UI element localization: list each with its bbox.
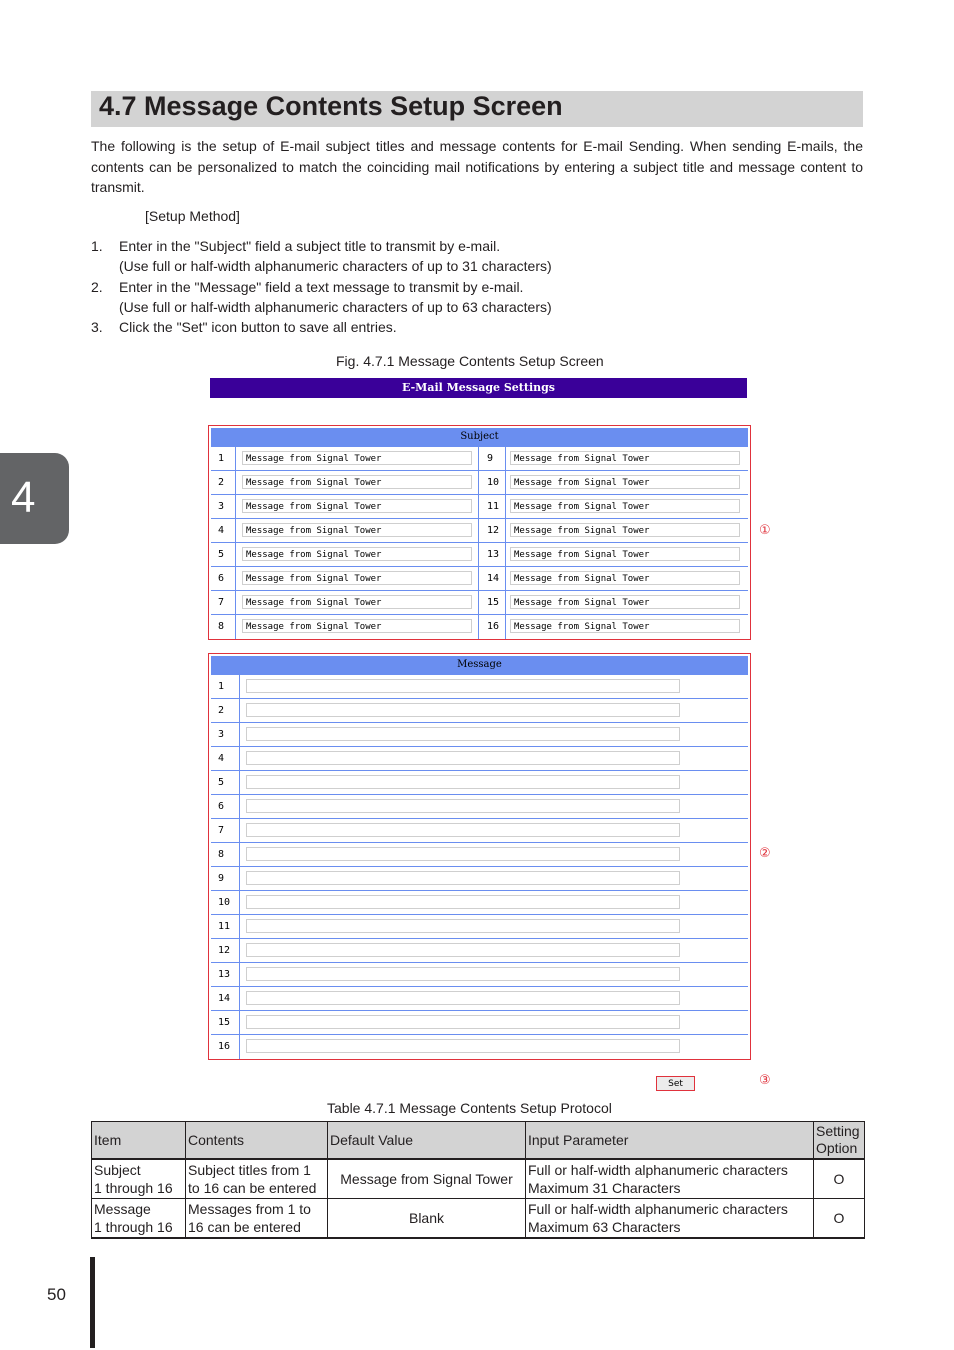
column-divider [505,471,506,495]
message-input-15[interactable] [246,1015,680,1029]
message-table [208,653,751,1060]
subject-row [211,470,748,495]
subject-input-16[interactable]: Message from Signal Tower [510,619,740,633]
row-item: Subject 1 through 16 [92,1159,186,1199]
message-input-4[interactable] [246,751,680,765]
subject-input-2[interactable]: Message from Signal Tower [242,475,472,489]
column-divider [235,567,236,591]
subject-number: 8 [218,621,225,632]
step-number: 1. [91,238,103,254]
step-number: 3. [91,319,103,335]
message-input-3[interactable] [246,727,680,741]
message-number: 3 [218,729,225,740]
column-divider [239,675,240,699]
message-input-8[interactable] [246,847,680,861]
subject-row [211,614,748,639]
subject-header: Subject [211,428,748,446]
row-input-parameter: Full or half-width alphanumeric characters Maximum 63 Characters [526,1199,814,1239]
step-text: Enter in the "Message" field a text message to transmit by e-mail. [119,279,524,295]
message-input-16[interactable] [246,1039,680,1053]
message-row [211,722,748,747]
message-input-10[interactable] [246,895,680,909]
message-row [211,746,748,771]
callout-marker-3: ③ [759,1073,771,1088]
column-divider [505,543,506,567]
message-number: 14 [218,993,231,1004]
message-input-14[interactable] [246,991,680,1005]
column-divider [235,495,236,519]
message-number: 8 [218,849,225,860]
column-divider [239,771,240,795]
message-header: Message [211,656,748,674]
subject-row [211,542,748,567]
column-divider [235,519,236,543]
subject-input-14[interactable]: Message from Signal Tower [510,571,740,585]
callout-marker-2: ② [759,846,771,861]
message-number: 10 [218,897,231,908]
subject-input-13[interactable]: Message from Signal Tower [510,547,740,561]
step-text: Click the "Set" icon button to save all entries. [119,319,397,335]
figure-caption: Fig. 4.7.1 Message Contents Setup Screen [336,353,604,369]
row-item: Message 1 through 16 [92,1199,186,1239]
row-default-value: Blank [328,1199,526,1239]
message-input-12[interactable] [246,943,680,957]
column-divider [235,615,236,639]
table-row [92,1159,865,1199]
protocol-table [91,1121,865,1239]
subject-number: 15 [487,597,500,608]
subject-row [211,590,748,615]
subject-number: 7 [218,597,225,608]
subject-number: 9 [487,453,494,464]
subject-number: 10 [487,477,500,488]
subject-input-1[interactable]: Message from Signal Tower [242,451,472,465]
subject-input-3[interactable]: Message from Signal Tower [242,499,472,513]
subject-row [211,518,748,543]
subject-number: 14 [487,573,500,584]
column-divider [505,447,506,471]
column-divider [239,939,240,963]
message-input-11[interactable] [246,919,680,933]
column-divider [239,1035,240,1059]
column-divider [505,615,506,639]
column-divider [239,1011,240,1035]
subject-input-12[interactable]: Message from Signal Tower [510,523,740,537]
header-input-parameter: Input Parameter [526,1122,814,1160]
set-button[interactable]: Set [656,1076,695,1091]
subject-number: 2 [218,477,225,488]
header-contents: Contents [186,1122,328,1160]
column-divider [478,615,479,639]
table-caption: Table 4.7.1 Message Contents Setup Protocol [327,1100,612,1116]
column-divider [505,519,506,543]
subject-number: 11 [487,501,500,512]
row-contents: Messages from 1 to 16 can be entered [186,1199,328,1239]
message-row [211,698,748,723]
subject-number: 16 [487,621,500,632]
message-number: 11 [218,921,231,932]
message-number: 7 [218,825,225,836]
message-number: 16 [218,1041,231,1052]
message-row [211,914,748,939]
column-divider [239,747,240,771]
column-divider [478,495,479,519]
setup-method-label: [Setup Method] [145,208,240,224]
message-input-5[interactable] [246,775,680,789]
column-divider [239,867,240,891]
header-item: Item [92,1122,186,1160]
subject-input-7[interactable]: Message from Signal Tower [242,595,472,609]
row-contents: Subject titles from 1 to 16 can be entered [186,1159,328,1199]
message-row [211,986,748,1011]
subject-table [208,425,751,640]
message-row [211,1010,748,1035]
column-divider [239,843,240,867]
header-setting-option: Setting Option [814,1122,865,1160]
column-divider [505,495,506,519]
message-number: 12 [218,945,231,956]
chapter-number: 4 [11,473,36,522]
column-divider [235,471,236,495]
page-title: 4.7 Message Contents Setup Screen [99,91,563,121]
row-default-value: Message from Signal Tower [328,1159,526,1199]
message-row [211,674,748,699]
column-divider [235,591,236,615]
message-row [211,842,748,867]
subject-input-11[interactable]: Message from Signal Tower [510,499,740,513]
column-divider [478,447,479,471]
message-number: 4 [218,753,225,764]
row-setting-option: O [814,1199,865,1239]
subject-row [211,494,748,519]
column-divider [235,543,236,567]
table-header-row [92,1122,865,1160]
subject-row [211,446,748,471]
message-input-2[interactable] [246,703,680,717]
subject-input-4[interactable]: Message from Signal Tower [242,523,472,537]
message-number: 15 [218,1017,231,1028]
chapter-tab [0,453,69,544]
column-divider [478,519,479,543]
subject-number: 6 [218,573,225,584]
row-input-parameter: Full or half-width alphanumeric characters Maximum 31 Characters [526,1159,814,1199]
message-row [211,818,748,843]
table-row [92,1199,865,1239]
column-divider [239,819,240,843]
header-default-value: Default Value [328,1122,526,1160]
subject-input-8[interactable]: Message from Signal Tower [242,619,472,633]
message-row [211,890,748,915]
step-number: 2. [91,279,103,295]
subject-number: 5 [218,549,225,560]
message-row [211,770,748,795]
column-divider [239,987,240,1011]
message-number: 6 [218,801,225,812]
column-divider [239,915,240,939]
step-note: (Use full or half-width alphanumeric characters of up to 63 characters) [119,299,552,315]
subject-input-9[interactable]: Message from Signal Tower [510,451,740,465]
settings-banner: E-Mail Message Settings [210,378,747,398]
page-number: 50 [47,1285,66,1304]
message-input-1[interactable] [246,679,680,693]
column-divider [478,591,479,615]
message-row [211,866,748,891]
column-divider [239,723,240,747]
page-bar-divider [90,1257,95,1348]
step-text: Enter in the "Subject" field a subject title to transmit by e-mail. [119,238,501,254]
message-number: 5 [218,777,225,788]
row-setting-option: O [814,1159,865,1199]
column-divider [478,471,479,495]
callout-marker-1: ① [759,523,771,538]
message-row [211,938,748,963]
message-row [211,1034,748,1059]
intro-paragraph: The following is the setup of E-mail subject titles and message contents for E-mail Sending. When sending E-mails, the contents can be personalized to match the coinciding mail notifications by entering a subject title and message content to transmit. [91,138,863,195]
message-input-13[interactable] [246,967,680,981]
subject-row [211,566,748,591]
column-divider [235,447,236,471]
subject-number: 13 [487,549,500,560]
message-number: 2 [218,705,225,716]
subject-input-5[interactable]: Message from Signal Tower [242,547,472,561]
message-input-6[interactable] [246,799,680,813]
subject-number: 1 [218,453,225,464]
column-divider [239,795,240,819]
message-row [211,794,748,819]
subject-input-10[interactable]: Message from Signal Tower [510,475,740,489]
message-row [211,962,748,987]
subject-input-6[interactable]: Message from Signal Tower [242,571,472,585]
message-number: 9 [218,873,225,884]
column-divider [505,567,506,591]
section-heading [91,91,863,127]
message-input-7[interactable] [246,823,680,837]
step-note: (Use full or half-width alphanumeric characters of up to 31 characters) [119,258,552,274]
subject-number: 4 [218,525,225,536]
subject-number: 12 [487,525,500,536]
column-divider [239,891,240,915]
column-divider [239,963,240,987]
column-divider [478,567,479,591]
subject-number: 3 [218,501,225,512]
column-divider [505,591,506,615]
column-divider [239,699,240,723]
column-divider [478,543,479,567]
message-number: 1 [218,681,225,692]
message-input-9[interactable] [246,871,680,885]
message-number: 13 [218,969,231,980]
subject-input-15[interactable]: Message from Signal Tower [510,595,740,609]
